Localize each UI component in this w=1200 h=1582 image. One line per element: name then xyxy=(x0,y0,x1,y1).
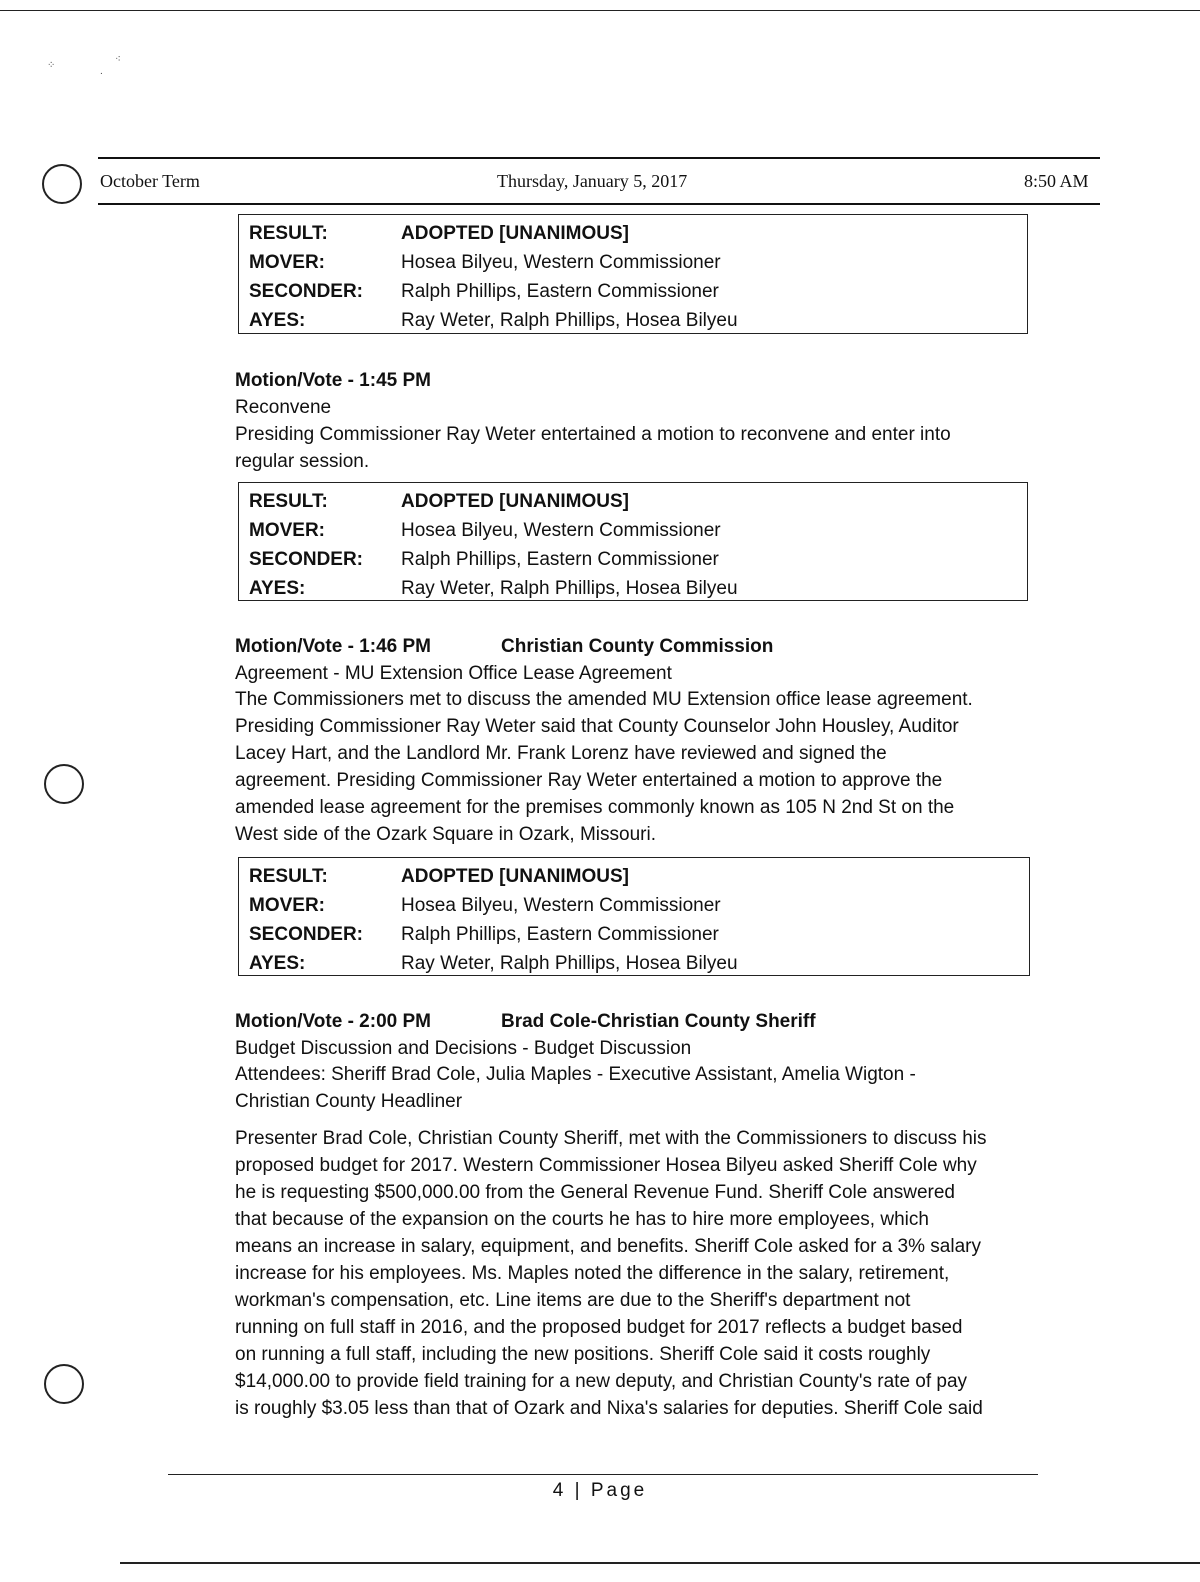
ayes-label: AYES: xyxy=(249,310,306,331)
mover-value: Hosea Bilyeu, Western Commissioner xyxy=(401,520,721,541)
seconder-value: Ralph Phillips, Eastern Commissioner xyxy=(401,549,719,570)
motion-organization: Brad Cole-Christian County Sheriff xyxy=(501,1011,816,1032)
motion-text-line: Lacey Hart, and the Landlord Mr. Frank Lorenz have reviewed and signed the xyxy=(235,743,887,764)
ayes-label: AYES: xyxy=(249,578,306,599)
motion-text-line: West side of the Ozark Square in Ozark, Missouri. xyxy=(235,824,656,845)
mover-value: Hosea Bilyeu, Western Commissioner xyxy=(401,252,721,273)
result-label: RESULT: xyxy=(249,223,328,244)
motion-text-line: Presenter Brad Cole, Christian County Sheriff, met with the Commissioners to discuss his xyxy=(235,1128,987,1149)
motion-heading: Motion/Vote - 2:00 PM xyxy=(235,1011,431,1032)
scan-bottom-edge xyxy=(120,1562,1200,1564)
motion-text-line: workman's compensation, etc. Line items are due to the Sheriff's department not xyxy=(235,1290,911,1311)
result-value: ADOPTED [UNANIMOUS] xyxy=(401,491,629,512)
result-value: ADOPTED [UNANIMOUS] xyxy=(401,223,629,244)
motion-text-line: that because of the expansion on the courts he has to hire more employees, which xyxy=(235,1209,929,1230)
motion-text-line: $14,000.00 to provide field training for a new deputy, and Christian County's rate of pay xyxy=(235,1371,968,1392)
motion-text-line: proposed budget for 2017. Western Commissioner Hosea Bilyeu asked Sheriff Cole why xyxy=(235,1155,977,1176)
header-date: Thursday, January 5, 2017 xyxy=(497,171,688,191)
ayes-value: Ray Weter, Ralph Phillips, Hosea Bilyeu xyxy=(401,578,738,599)
header-term: October Term xyxy=(100,171,200,191)
motion-text-line: The Commissioners met to discuss the amended MU Extension office lease agreement. xyxy=(235,689,973,710)
motion-text-line: means an increase in salary, equipment, and benefits. Sheriff Cole asked for a 3% salary xyxy=(235,1236,981,1257)
attendees-line: Christian County Headliner xyxy=(235,1091,463,1112)
motion-text-line: amended lease agreement for the premises commonly known as 105 N 2nd St on the xyxy=(235,797,955,818)
seconder-label: SECONDER: xyxy=(249,924,364,945)
seconder-value: Ralph Phillips, Eastern Commissioner xyxy=(401,281,719,302)
ayes-value: Ray Weter, Ralph Phillips, Hosea Bilyeu xyxy=(401,310,738,331)
mover-label: MOVER: xyxy=(249,520,325,541)
punch-hole-bottom xyxy=(44,1364,84,1404)
page-number: 4 | Page xyxy=(552,1480,648,1501)
motion-text-line: Presiding Commissioner Ray Weter said that County Counselor John Housley, Auditor xyxy=(235,716,959,737)
mover-value: Hosea Bilyeu, Western Commissioner xyxy=(401,895,721,916)
header-rule-top xyxy=(98,157,1100,159)
motion-text-line: regular session. xyxy=(235,451,370,472)
motion-subject: Reconvene xyxy=(235,397,332,418)
header-rule-bottom xyxy=(98,203,1100,205)
ayes-value: Ray Weter, Ralph Phillips, Hosea Bilyeu xyxy=(401,953,738,974)
result-value: ADOPTED [UNANIMOUS] xyxy=(401,866,629,887)
scan-speck: ⁖ xyxy=(115,54,121,65)
ayes-label: AYES: xyxy=(249,953,306,974)
motion-text-line: Presiding Commissioner Ray Weter entertained a motion to reconvene and enter into xyxy=(235,424,951,445)
result-label: RESULT: xyxy=(249,866,328,887)
vote-result-box xyxy=(238,857,1030,976)
motion-text-line: increase for his employees. Ms. Maples noted the difference in the salary, retirement, xyxy=(235,1263,950,1284)
motion-subject: Budget Discussion and Decisions - Budget Discussion xyxy=(235,1038,692,1059)
motion-text-line: is roughly $3.05 less than that of Ozark and Nixa's salaries for deputies. Sheriff Cole said xyxy=(235,1398,983,1419)
mover-label: MOVER: xyxy=(249,895,325,916)
motion-text-line: on running a full staff, including the new positions. Sheriff Cole said it costs roughly xyxy=(235,1344,931,1365)
seconder-label: SECONDER: xyxy=(249,549,364,570)
footer-rule xyxy=(168,1474,1038,1475)
punch-hole-middle xyxy=(44,764,84,804)
motion-text-line: agreement. Presiding Commissioner Ray Weter entertained a motion to approve the xyxy=(235,770,943,791)
vote-result-box xyxy=(238,482,1028,601)
punch-hole-top xyxy=(42,164,82,204)
seconder-value: Ralph Phillips, Eastern Commissioner xyxy=(401,924,719,945)
motion-heading: Motion/Vote - 1:46 PM xyxy=(235,636,431,657)
scan-speck: ⁘ xyxy=(47,60,56,71)
motion-text-line: running on full staff in 2016, and the proposed budget for 2017 reflects a budget based xyxy=(235,1317,963,1338)
vote-result-box xyxy=(238,214,1028,334)
motion-organization: Christian County Commission xyxy=(501,636,774,657)
motion-subject: Agreement - MU Extension Office Lease Agreement xyxy=(235,663,672,684)
result-label: RESULT: xyxy=(249,491,328,512)
scan-top-edge xyxy=(0,10,1200,11)
scan-speck: . xyxy=(100,66,103,77)
motion-heading: Motion/Vote - 1:45 PM xyxy=(235,370,431,391)
attendees-line: Attendees: Sheriff Brad Cole, Julia Maples - Executive Assistant, Amelia Wigton - xyxy=(235,1064,916,1085)
header-time: 8:50 AM xyxy=(1024,171,1089,191)
mover-label: MOVER: xyxy=(249,252,325,273)
motion-text-line: he is requesting $500,000.00 from the General Revenue Fund. Sheriff Cole answered xyxy=(235,1182,955,1203)
seconder-label: SECONDER: xyxy=(249,281,364,302)
